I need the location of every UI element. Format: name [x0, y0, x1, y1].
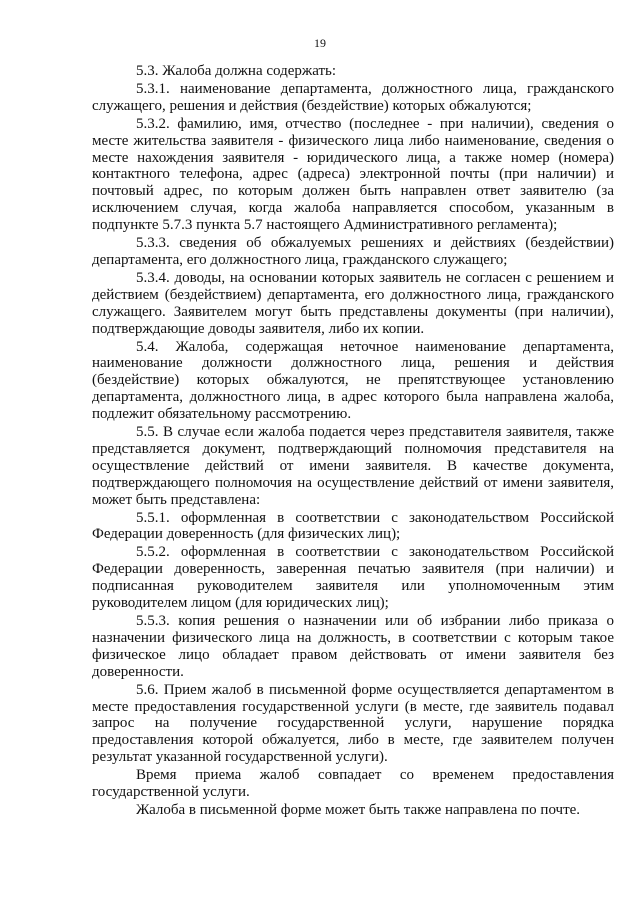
text-line: 5.3.2. фамилию, имя, отчество (последнее - при наличии), сведения о: [136, 115, 614, 132]
text-line: 5.6. Прием жалоб в письменной форме осуществляется департаментом в: [136, 681, 614, 698]
paragraph-5-3-3: [92, 235, 614, 269]
text-line: действием (бездействием) департамента, его должностного лица, гражданского: [92, 286, 614, 303]
document-body: [92, 62, 614, 819]
text-line: физическое лицо обладает правом действовать от имени заявителя без: [92, 646, 614, 663]
text-line: почтовый адрес, по которым должен быть направлен ответ заявителю (за: [92, 183, 614, 200]
text-line: подписанная руководителем заявителя или уполномоченным этим: [92, 578, 614, 595]
page-number: 19: [314, 36, 326, 50]
text-line: подтверждающие доводы заявителя, либо их копии.: [92, 320, 425, 337]
text-line: служащего. Заявителем могут быть представлены документы (при наличии),: [92, 303, 614, 320]
text-line: Жалоба в письменной форме может быть также направлена по почте.: [136, 801, 581, 818]
text-line: руководителем лицом (для юридических лиц);: [92, 595, 389, 612]
text-line: месте предоставления государственной услуги (в месте, где заявитель подавал: [92, 698, 614, 715]
text-line: осуществление действий от имени заявителя. В качестве документа,: [92, 457, 614, 474]
text-line: 5.3. Жалоба должна содержать:: [136, 63, 337, 79]
text-line: месте нахождения заявителя - юридического лица, а также номер (номера): [92, 149, 614, 166]
text-line: результат указанной государственной услуги).: [92, 749, 388, 766]
paragraph-5-3-2: [92, 116, 614, 234]
text-line: 5.5.1. оформленная в соответствии с законодательством Российской: [136, 509, 614, 526]
paragraph-5-3-1: [92, 81, 614, 115]
paragraph-5-5-2: [92, 544, 614, 612]
text-line: доверенности.: [92, 663, 184, 680]
paragraph-5-4: [92, 339, 614, 424]
paragraph-5-5-3: [92, 613, 614, 681]
text-line: 5.3.1. наименование департамента, должностного лица, гражданского: [136, 80, 614, 97]
text-line: служащего, решения и действия (бездействие) которых обжалуются;: [92, 97, 532, 114]
text-line: 5.3.3. сведения об обжалуемых решениях и действиях (бездействии): [136, 235, 614, 252]
text-line: департамента, должностного лица, в адрес которого была направлена жалоба,: [92, 389, 614, 406]
text-line: Федерации доверенность, заверенная печатью заявителя (при наличии) и: [92, 561, 614, 578]
text-line: (бездействие) которых обжалуются, не препятствующее установлению: [92, 372, 614, 389]
text-line: контактного телефона, адрес (адреса) электронной почты (при наличии) и: [92, 166, 614, 183]
text-line: подлежит обязательному рассмотрению.: [92, 406, 352, 423]
paragraph-5-5-1: [92, 510, 614, 544]
text-line: наименование должности должностного лица, решения и действия: [92, 355, 614, 372]
text-line: департамента, его должностного лица, гражданского служащего;: [92, 251, 508, 268]
text-line: может быть представлена:: [92, 491, 261, 508]
paragraph-5-3-4: [92, 270, 614, 338]
text-line: Федерации доверенность (для физических лиц);: [92, 526, 401, 543]
paragraph-mail: [92, 802, 614, 819]
paragraph-5-5: [92, 424, 614, 509]
text-line: 5.5.3. копия решения о назначении или об избрании либо приказа о: [136, 613, 614, 629]
text-line: назначении физического лица на должность, в соответствии с которым такое: [92, 629, 614, 646]
paragraph-5-6: [92, 682, 614, 767]
text-line: 5.5. В случае если жалоба подается через представителя заявителя, также: [136, 424, 614, 441]
text-line: Время приема жалоб совпадает со временем предоставления: [136, 767, 614, 784]
text-line: предоставления которой обжалуется, либо в месте, где заявителем получен: [92, 732, 614, 749]
text-line: государственной услуги.: [92, 784, 250, 801]
text-line: представляется документ, подтверждающий полномочия представителя на: [92, 440, 614, 457]
text-line: подпункте 5.7.3 пункта 5.7 настоящего Административного регламента);: [92, 217, 558, 234]
text-line: 5.3.4. доводы, на основании которых заявитель не согласен с решением и: [136, 269, 614, 286]
text-line: 5.5.2. оформленная в соответствии с законодательством Российской: [136, 544, 614, 561]
paragraph-reception-time: [92, 767, 614, 801]
text-line: запрос на получение государственной услуги, нарушение порядка: [92, 715, 614, 732]
paragraph-5-3: [92, 63, 614, 80]
text-line: 5.4. Жалоба, содержащая неточное наименование департамента,: [136, 338, 614, 355]
text-line: месте жительства заявителя - физического лица либо наименование, сведения о: [92, 132, 614, 149]
text-line: подтверждающего полномочия на осуществление действий от имени заявителя,: [92, 474, 614, 491]
text-line: исключением случая, когда жалоба направляется способом, указанным в: [92, 200, 614, 217]
